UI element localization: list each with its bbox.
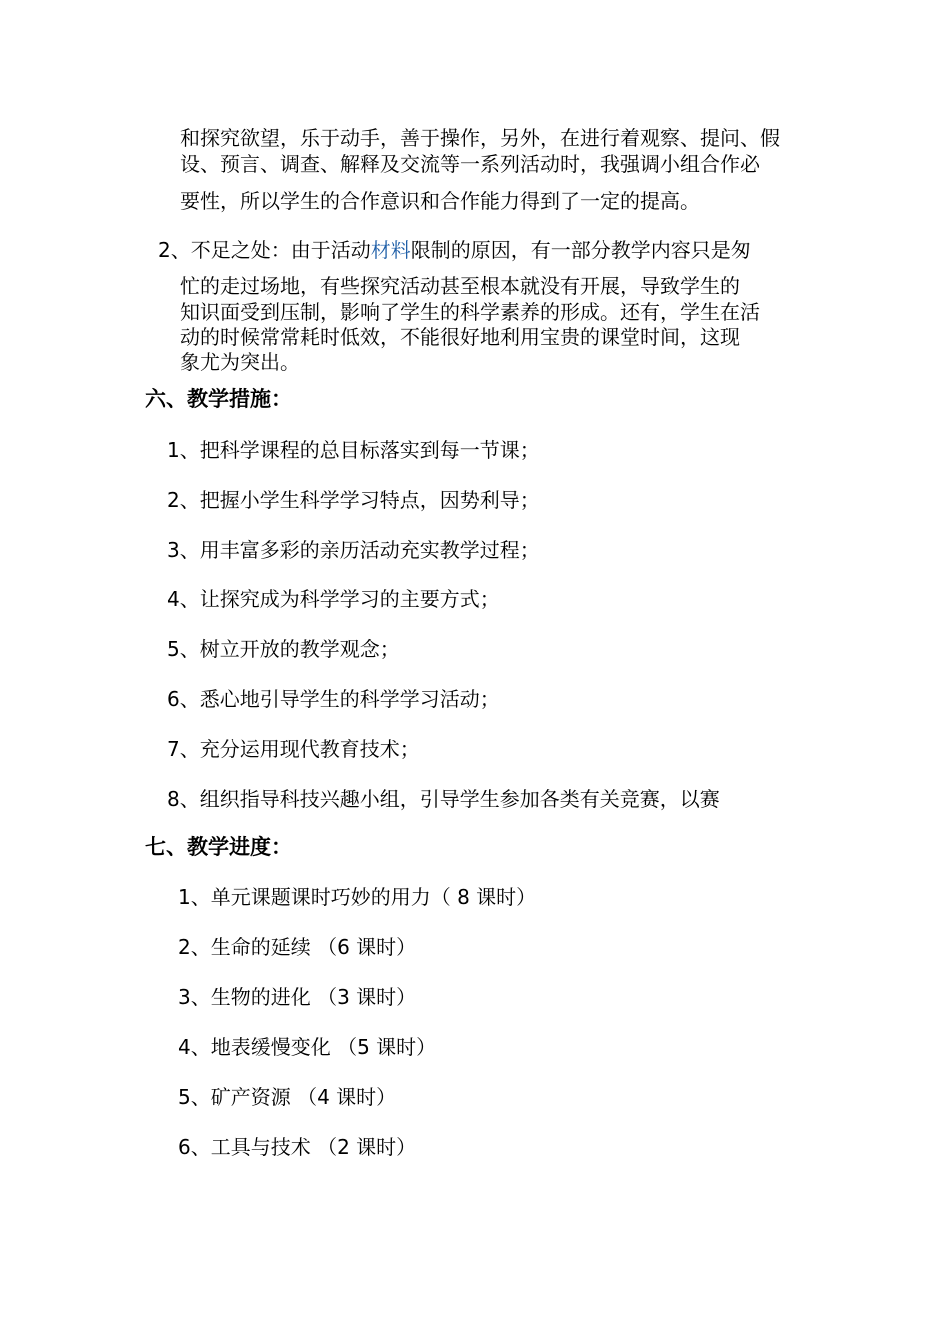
section-6-item-1: 1、把科学课程的总目标落实到每一节课； (167, 438, 540, 462)
section-7-item-3: 3、生物的进化 （3 课时） (178, 985, 417, 1009)
para2-prefix: 2、不足之处：由于活动 (158, 238, 371, 262)
section-7-item-6: 6、工具与技术 （2 课时） (178, 1135, 417, 1159)
section-7-item-5: 5、矿产资源 （4 课时） (178, 1085, 397, 1109)
section-6-item-3: 3、用丰富多彩的亲历活动充实教学过程； (167, 538, 540, 562)
section-7-item-1: 1、单元课题课时巧妙的用力（ 8 课时） (178, 885, 537, 909)
para2-line-1 (158, 237, 751, 263)
section-6-item-4: 4、让探究成为科学学习的主要方式； (167, 587, 500, 611)
section-6-item-2: 2、把握小学生科学学习特点，因势利导； (167, 488, 540, 512)
section-7-item-2: 2、生命的延续 （6 课时） (178, 935, 417, 959)
para2-line-5: 象尤为突出。 (180, 350, 300, 374)
section-7-title: 七、教学进度： (145, 835, 292, 859)
para1-line-3: 要性，所以学生的合作意识和合作能力得到了一定的提高。 (180, 189, 700, 213)
para2-line-3: 知识面受到压制，影响了学生的科学素养的形成。还有，学生在活 (180, 300, 760, 324)
section-6-item-6: 6、悉心地引导学生的科学学习活动； (167, 687, 500, 711)
para1-line-1: 和探究欲望，乐于动手，善于操作，另外，在进行着观察、提问、假 (180, 126, 780, 150)
materials-link[interactable]: 材料 (370, 238, 411, 262)
para2-line-2: 忙的走过场地，有些探究活动甚至根本就没有开展，导致学生的 (180, 274, 740, 298)
section-6-item-7: 7、充分运用现代教育技术； (167, 737, 420, 761)
section-6-title: 六、教学措施： (145, 387, 292, 411)
para2-line-4: 动的时候常常耗时低效，不能很好地利用宝贵的课堂时间，这现 (180, 325, 740, 349)
para2-suffix: 限制的原因，有一部分教学内容只是匆 (410, 238, 751, 262)
section-6-item-5: 5、树立开放的教学观念； (167, 637, 400, 661)
section-6-item-8: 8、组织指导科技兴趣小组，引导学生参加各类有关竞赛，以赛 (167, 787, 720, 811)
para1-line-2: 设、预言、调查、解释及交流等一系列活动时，我强调小组合作必 (180, 152, 760, 176)
section-7-item-4: 4、地表缓慢变化 （5 课时） (178, 1035, 437, 1059)
